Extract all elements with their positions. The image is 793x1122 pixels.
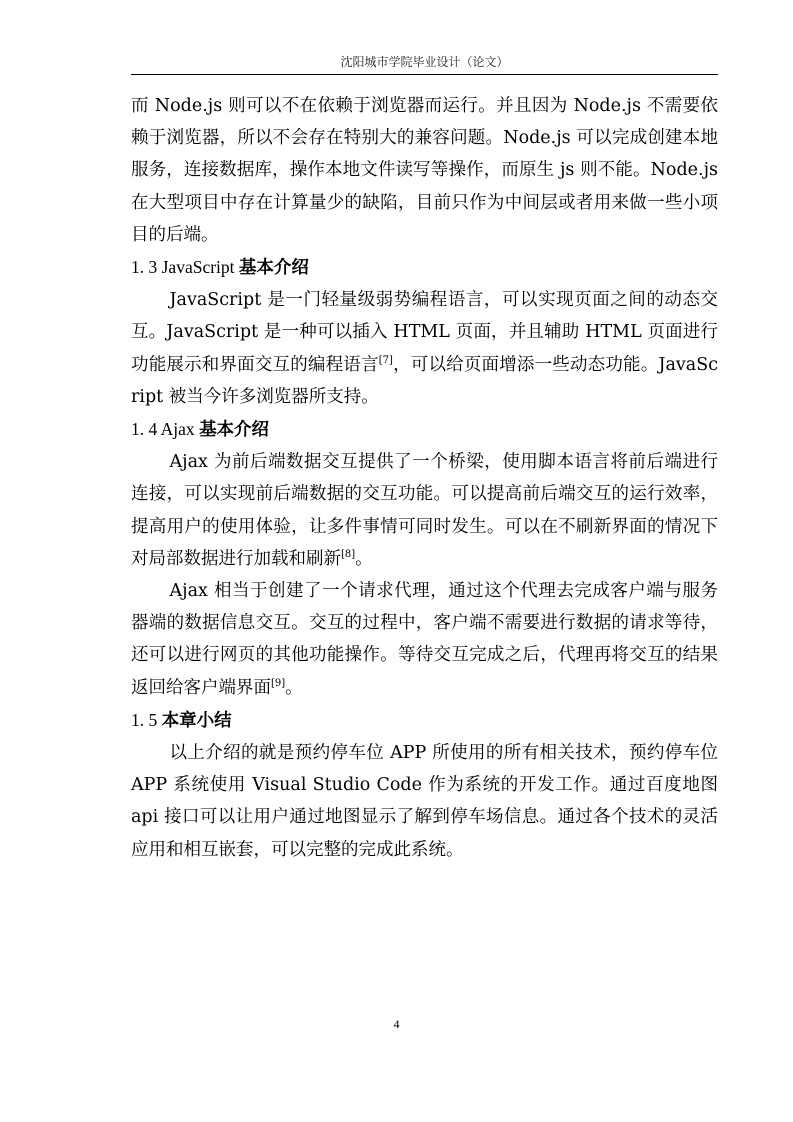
citation-ref-8: [8] xyxy=(341,549,356,561)
paragraph-nodejs xyxy=(131,90,718,251)
paragraph-javascript-tail: ，可以给页面增添一些动态功能。JavaScript 被当今许多浏览器所支持。 xyxy=(131,354,719,407)
paragraph-ajax-1 xyxy=(131,446,718,575)
paragraph-javascript xyxy=(131,284,718,413)
section-heading-1-4 xyxy=(131,413,718,446)
paragraph-ajax-1-text: Ajax 为前后端数据交互提供了一个桥梁，使用脚本语言将前后端进行连接，可以实现前后端数据的交互功能。可以提高前后端交互的运行效率，提高用户的使用体验，让多件事情可同时发生。可以在不刷新界面的情况下对局部数据进行加载和刷新 xyxy=(131,452,718,569)
paragraph-nodejs-text: 而 Node.js 则可以不在依赖于浏览器而运行。并且因为 Node.js 不需要依赖于浏览器，所以不会存在特别大的兼容问题。Node.js 可以完成创建本地服务，连接数据库，操作本地文件读写等操作，而原生 js 则不能。Node.js 在大型项目中存在计算量少的缺陷，目前只作为中间层或者用来做一些小项目的后端。 xyxy=(131,96,718,245)
section-number-1-3: 1. 3 JavaScript xyxy=(131,257,239,278)
paragraph-ajax-1-tail: 。 xyxy=(355,548,373,569)
paragraph-javascript-text: JavaScript 是一门轻量级弱势编程语言，可以实现页面之间的动态交互。JavaScript 是一种可以插入 HTML 页面，并且辅助 HTML 页面进行功能展示和界面交互的编程语言 xyxy=(131,290,718,375)
page-number-text: 4 xyxy=(393,1017,400,1031)
section-title-1-3: 基本介绍 xyxy=(238,258,309,279)
paragraph-ajax-2 xyxy=(131,575,718,704)
paragraph-summary xyxy=(131,737,718,866)
paragraph-summary-text: 以上介绍的就是预约停车位 APP 所使用的所有相关技术，预约停车位 APP 系统使用 Visual Studio Code 作为系统的开发工作。通过百度地图 api 接口可以让用户通过地图显示了解到停车场信息。通过各个技术的灵活应用和相互嵌套，可以完整的完成此系统。 xyxy=(131,743,718,860)
section-number-1-4: 1. 4 Ajax xyxy=(131,419,200,440)
header-title: 沈阳城市学院毕业设计（论文） xyxy=(340,55,509,69)
paragraph-ajax-2-text: Ajax 相当于创建了一个请求代理，通过这个代理去完成客户端与服务器端的数据信息交互。交互的过程中，客户端不需要进行数据的请求等待，还可以进行网页的其他功能操作。等待交互完成之后，代理再将交互的结果返回给客户端界面 xyxy=(131,581,718,698)
section-title-1-4: 基本介绍 xyxy=(199,420,270,441)
citation-ref-9: [9] xyxy=(271,677,286,689)
section-heading-1-3 xyxy=(131,251,718,284)
page-number xyxy=(0,1017,793,1032)
citation-ref-7: [7] xyxy=(378,354,393,366)
section-number-1-5: 1. 5 xyxy=(131,709,162,730)
section-heading-1-5 xyxy=(131,704,718,737)
page-body xyxy=(131,90,718,866)
paragraph-ajax-2-tail: 。 xyxy=(285,677,303,698)
section-title-1-5: 本章小结 xyxy=(161,710,232,731)
running-header xyxy=(131,52,718,75)
